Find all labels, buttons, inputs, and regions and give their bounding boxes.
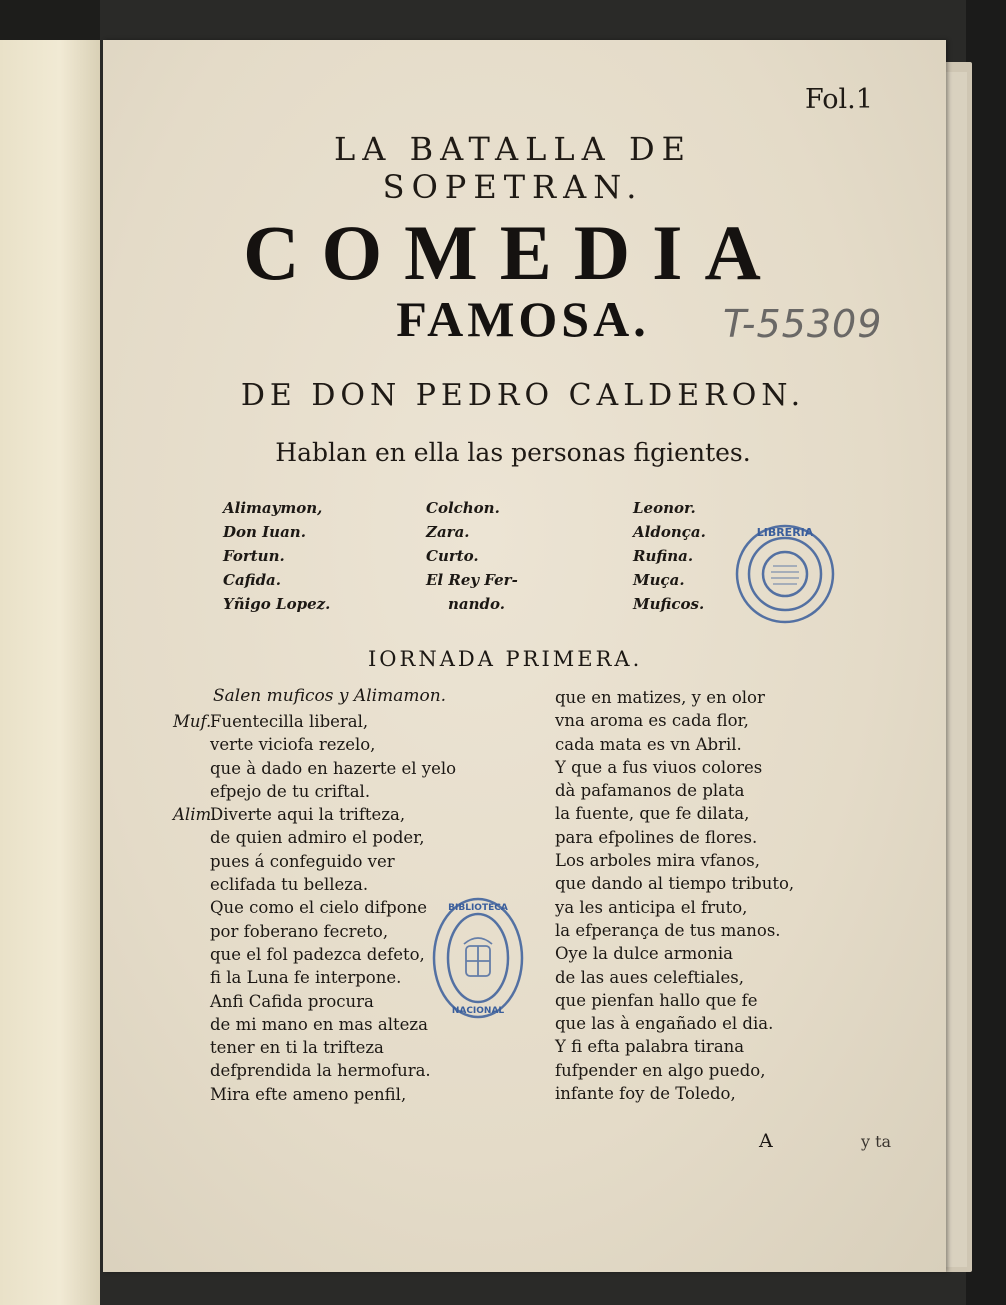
verse-text: defprendida la hermofura. xyxy=(210,1061,431,1081)
personae-column-2 xyxy=(426,496,518,616)
persona: Muficos. xyxy=(633,595,705,613)
left-board xyxy=(0,0,100,1305)
verse-line xyxy=(173,757,473,780)
verse-text: Anfi Cafida procura xyxy=(210,991,374,1011)
act-heading: IORNADA PRIMERA. xyxy=(368,647,643,671)
verse-text: que à dado en hazerte el yelo xyxy=(210,758,457,778)
persona: Fortun. xyxy=(223,547,285,565)
verse-line: infante foy de Toledo, xyxy=(555,1084,736,1104)
verse-line xyxy=(173,826,473,849)
verse-text: Fuentecilla liberal, xyxy=(210,712,369,731)
persona: Cafida. xyxy=(223,571,281,589)
verse-line xyxy=(173,990,473,1013)
persona: Muça. xyxy=(633,571,685,589)
personae-heading: Hablan en ella las personas figientes. xyxy=(275,438,751,467)
inventory-mark: T-55309 xyxy=(723,302,883,346)
persona: Leonor. xyxy=(633,499,696,517)
verse-text: por foberano fecreto, xyxy=(210,921,389,941)
verse-text: Mira efte ameno penfil, xyxy=(210,1084,407,1104)
stamp-text: BIBLIOTECA xyxy=(448,903,508,913)
verse-line xyxy=(173,1036,473,1059)
catchword: y ta xyxy=(861,1132,892,1151)
scanner-background xyxy=(0,0,100,40)
verse-line: que pienfan hallo que fe xyxy=(555,990,758,1010)
library-stamp-icon xyxy=(733,522,837,626)
verse-line: que las à engañado el dia. xyxy=(555,1014,774,1034)
verse-line: que dando al tiempo tributo, xyxy=(555,874,795,894)
verse-line xyxy=(173,943,473,966)
verse-text: pues á confeguido ver xyxy=(210,851,395,871)
personae-column-1 xyxy=(223,496,330,616)
persona: Colchon. xyxy=(426,499,500,517)
signature-mark: A xyxy=(759,1130,773,1152)
title-line-3: FAMOSA. xyxy=(396,291,650,347)
persona: Curto. xyxy=(426,547,479,565)
verse-line: dà pafamanos de plata xyxy=(555,781,745,801)
verse-line xyxy=(173,710,473,733)
speaker-label: Muf. xyxy=(173,712,212,731)
verse-text: Que como el cielo difpone xyxy=(210,898,428,918)
speaker-label: Alim. xyxy=(173,805,217,825)
folio-number: Fol.1 xyxy=(805,84,873,115)
verse-line: ya les anticipa el fruto, xyxy=(555,897,748,917)
verse-text: de mi mano en mas alteza xyxy=(210,1014,428,1034)
persona: Don Iuan. xyxy=(223,523,306,541)
stamp-text: LIBRERIA xyxy=(756,526,814,539)
verse-text: eclifada tu belleza. xyxy=(210,875,369,895)
author-line: DE DON PEDRO CALDERON. xyxy=(240,378,806,413)
stage-direction: Salen muficos y Alimamon. xyxy=(213,686,447,706)
verse-line: la efperança de tus manos. xyxy=(555,920,781,940)
verse-line: Oye la dulce armonia xyxy=(555,944,733,964)
verse-text: Diverte aqui la trifteza, xyxy=(210,805,406,825)
printed-page xyxy=(103,40,946,1272)
verse-line xyxy=(173,1059,473,1082)
verse-line: Y fi efta palabra tirana xyxy=(555,1037,745,1057)
persona: nando. xyxy=(448,595,505,613)
verse-line xyxy=(173,780,473,803)
verse-line xyxy=(173,896,473,919)
verse-line: de las aues celeftiales, xyxy=(555,967,744,987)
verse-column-right xyxy=(555,686,855,1105)
verse-text: que el fol padezca defeto, xyxy=(210,944,425,964)
verse-line: que en matizes, y en olor xyxy=(555,688,765,707)
verse-line xyxy=(173,803,473,826)
verse-text: fi la Luna fe interpone. xyxy=(210,968,402,988)
verse-line xyxy=(173,1013,473,1036)
persona: Zara. xyxy=(426,523,470,541)
personae-column-3 xyxy=(633,496,706,616)
verse-line xyxy=(173,1083,473,1106)
verse-line: vna aroma es cada flor, xyxy=(555,711,749,731)
verse-text: de quien admiro el poder, xyxy=(210,828,425,848)
verse-text: efpejo de tu criftal. xyxy=(210,781,371,801)
biblioteca-nacional-stamp-icon xyxy=(431,896,525,1020)
persona: Rufina. xyxy=(633,547,694,565)
verse-line xyxy=(173,920,473,943)
verse-line xyxy=(173,873,473,896)
title-line-2: COMEDIA xyxy=(243,209,783,296)
verse-line: la fuente, que fe dilata, xyxy=(555,804,750,824)
scanner-background-right xyxy=(966,0,1006,1305)
verse-line xyxy=(173,850,473,873)
verse-line xyxy=(173,733,473,756)
persona: Yñigo Lopez. xyxy=(223,595,331,613)
verse-text: verte viciofa rezelo, xyxy=(210,735,376,755)
verse-line xyxy=(173,966,473,989)
persona: Aldonça. xyxy=(633,523,706,541)
verse-text: tener en ti la trifteza xyxy=(210,1038,384,1058)
verse-line: Y que a fus viuos colores xyxy=(555,757,763,777)
verse-line: Los arboles mira vfanos, xyxy=(555,851,761,871)
verse-line: fufpender en algo puedo, xyxy=(555,1060,766,1080)
verse-column-left xyxy=(173,710,473,1106)
verse-line: para efpolines de flores. xyxy=(555,827,758,847)
title-line-1: LA BATALLA DE SOPETRAN. xyxy=(334,130,692,206)
verse-line: cada mata es vn Abril. xyxy=(555,734,742,754)
persona: Alimaymon, xyxy=(223,499,323,517)
stamp-text: NACIONAL xyxy=(451,1006,505,1016)
persona: El Rey Fer- xyxy=(426,571,518,589)
